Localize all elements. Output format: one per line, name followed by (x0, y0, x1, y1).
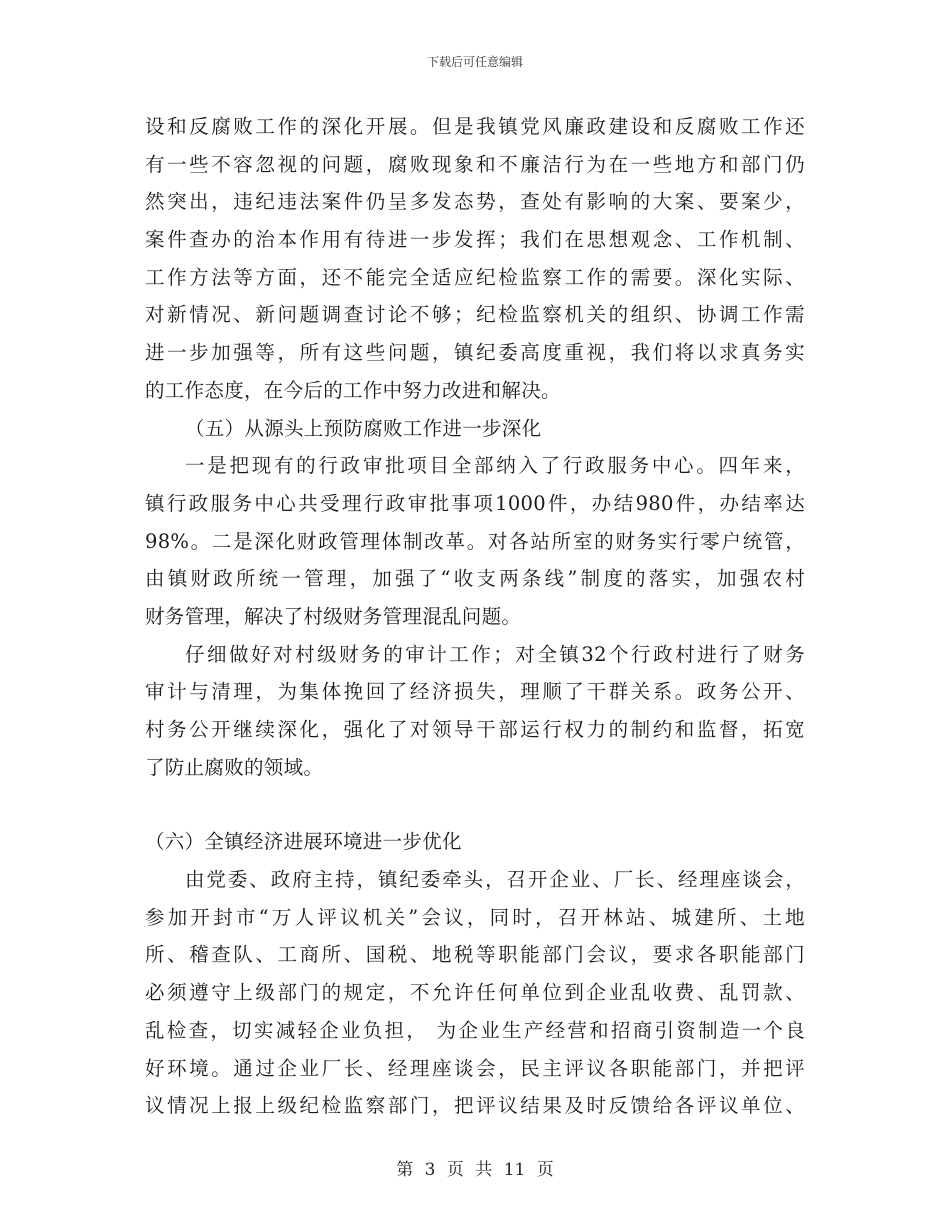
paragraph-line: 参加开封市“万人评议机关”会议，同时，召开林站、城建所、土地 (145, 905, 805, 929)
paragraph-line: 审计与清理，为集体挽回了经济损失，理顺了干群关系。政务公开、 (145, 680, 805, 704)
paragraph-line: 议情况上报上级纪检监察部门，把评议结果及时反馈给各评议单位、 (145, 1094, 805, 1118)
paragraph-line: 了防止腐败的领域。 (145, 755, 324, 779)
paragraph-line: 进一步加强等，所有这些问题，镇纪委高度重视，我们将以求真务实 (145, 341, 805, 365)
document-body (145, 108, 805, 1125)
page-number: 第 3 页 共 11 页 (396, 1160, 554, 1180)
paragraph-line: 必须遵守上级部门的规定，不允许任何单位到企业乱收费、乱罚款、 (145, 981, 805, 1005)
paragraph-line: 然突出，违纪违法案件仍呈多发态势，查处有影响的大案、要案少， (145, 190, 805, 214)
paragraph-line: 案件查办的治本作用有待进一步发挥；我们在思想观念、工作机制、 (145, 228, 805, 252)
paragraph-line: 的工作态度，在今后的工作中努力改进和解决。 (145, 378, 561, 402)
paragraph-line: 镇行政服务中心共受理行政审批事项1000件，办结980件，办结率达 (145, 491, 805, 515)
paragraph-line: 财务管理，解决了村级财务管理混乱问题。 (145, 604, 522, 628)
section-heading-5: （五）从源头上预防腐败工作进一步深化 (185, 416, 542, 440)
paragraph-line: 乱检查，切实减轻企业负担， 为企业生产经营和招商引资制造一个良 (145, 1018, 805, 1042)
paragraph-line: 一是把现有的行政审批项目全部纳入了行政服务中心。四年来， (185, 454, 805, 478)
paragraph-line: 有一些不容忽视的问题，腐败现象和不廉洁行为在一些地方和部门仍 (145, 152, 805, 176)
paragraph-line: 工作方法等方面，还不能完全适应纪检监察工作的需要。深化实际、 (145, 265, 805, 289)
paragraph-gap (145, 786, 805, 823)
paragraph-line: 98%。二是深化财政管理体制改革。对各站所室的财务实行零户统管， (145, 529, 805, 553)
paragraph-line: 所、稽查队、工商所、国税、地税等职能部门会议，要求各职能部门 (145, 943, 805, 967)
paragraph-line: 村务公开继续深化，强化了对领导干部运行权力的制约和监督，拓宽 (145, 718, 805, 741)
paragraph-line: 设和反腐败工作的深化开展。但是我镇党风廉政建设和反腐败工作还 (145, 115, 805, 138)
paragraph-line: 好环境。通过企业厂长、经理座谈会，民主评议各职能部门，并把评 (145, 1056, 805, 1080)
section-heading-6: （六）全镇经济进展环境进一步优化 (145, 830, 462, 854)
paragraph-line: 仔细做好对村级财务的审计工作；对全镇32个行政村进行了财务 (185, 642, 805, 666)
paragraph-line: 对新情况、新问题调查讨论不够；纪检监察机关的组织、协调工作需 (145, 303, 805, 327)
paragraph-line: 由镇财政所统一管理，加强了“收支两条线”制度的落实，加强农村 (145, 567, 805, 591)
paragraph-line: 由党委、政府主持，镇纪委牵头，召开企业、厂长、经理座谈会， (185, 868, 805, 892)
page-header: 下载后可任意编辑 (426, 55, 523, 69)
